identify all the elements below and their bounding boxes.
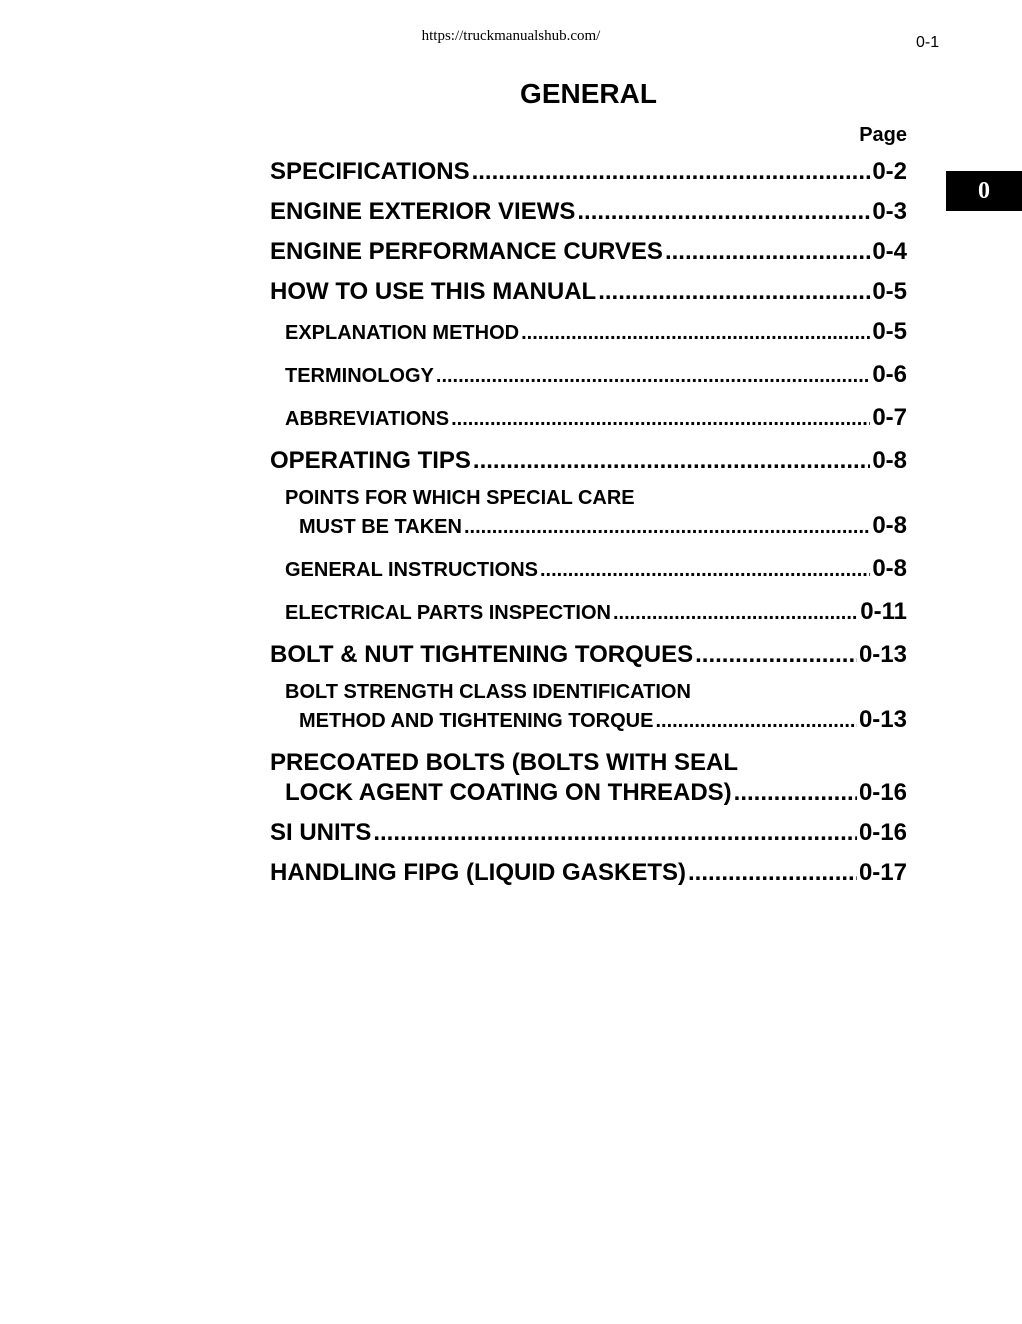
toc-entry-how-to-use-this-manual[interactable] <box>270 277 907 307</box>
toc-entry-bolt-nut-tightening-torques[interactable] <box>270 640 907 670</box>
toc-entry-page: 0-2 <box>872 158 907 185</box>
toc-entry-title: HOW TO USE THIS MANUAL <box>270 278 597 305</box>
toc-entry-page: 0-13 <box>858 706 907 733</box>
toc-entry-title: ENGINE EXTERIOR VIEWS <box>270 198 576 225</box>
dot-leader <box>540 558 870 583</box>
dot-leader <box>436 364 870 389</box>
toc-entry-engine-performance-curves[interactable] <box>270 237 907 267</box>
toc-entry-electrical-parts-inspection[interactable] <box>270 597 907 627</box>
toc-entry-title: ENGINE PERFORMANCE CURVES <box>270 238 663 265</box>
dot-leader <box>472 157 871 187</box>
table-of-contents <box>270 157 907 898</box>
toc-entry-bolt-strength-class[interactable] <box>270 680 907 735</box>
toc-entry-title: TERMINOLOGY <box>285 365 434 387</box>
dot-leader <box>734 778 857 808</box>
toc-entry-page: 0-8 <box>872 555 907 582</box>
toc-entry-page: 0-5 <box>872 278 907 305</box>
dot-leader <box>464 515 870 540</box>
dot-leader <box>598 277 870 307</box>
toc-entry-operating-tips[interactable] <box>270 446 907 476</box>
toc-entry-title: ABBREVIATIONS <box>285 408 450 430</box>
toc-entry-title: ELECTRICAL PARTS INSPECTION <box>285 602 611 624</box>
page-number: 0-1 <box>916 34 940 51</box>
toc-entry-engine-exterior-views[interactable] <box>270 197 907 227</box>
toc-entry-title-line1: POINTS FOR WHICH SPECIAL CARE <box>285 487 635 509</box>
toc-entry-title-line2: MUST BE TAKEN <box>299 516 462 538</box>
toc-entry-title-line1: BOLT STRENGTH CLASS IDENTIFICATION <box>285 681 691 703</box>
dot-leader <box>373 818 857 848</box>
toc-entry-page: 0-16 <box>858 819 907 846</box>
toc-entry-page: 0-7 <box>872 404 907 431</box>
dot-leader <box>695 640 857 670</box>
dot-leader <box>688 858 857 888</box>
toc-entry-page: 0-17 <box>858 859 907 886</box>
toc-entry-explanation-method[interactable] <box>270 317 907 347</box>
toc-entry-page: 0-8 <box>872 447 907 474</box>
toc-entry-title: BOLT & NUT TIGHTENING TORQUES <box>270 641 694 668</box>
toc-entry-page: 0-13 <box>858 641 907 668</box>
toc-entry-title-line1: PRECOATED BOLTS (BOLTS WITH SEAL <box>270 749 738 776</box>
toc-entry-specifications[interactable] <box>270 157 907 187</box>
toc-entry-title: OPERATING TIPS <box>270 447 471 474</box>
dot-leader <box>577 197 870 227</box>
page-title: GENERAL <box>520 78 657 109</box>
toc-entry-points-for-special-care[interactable] <box>270 486 907 541</box>
header-url: https://truckmanualshub.com/ <box>421 28 601 44</box>
dot-leader <box>613 601 858 626</box>
toc-entry-si-units[interactable] <box>270 818 907 848</box>
toc-entry-page: 0-11 <box>860 598 907 625</box>
toc-entry-title: SPECIFICATIONS <box>270 158 470 185</box>
dot-leader <box>655 709 857 734</box>
toc-entry-precoated-bolts[interactable] <box>270 748 907 808</box>
toc-entry-handling-fipg[interactable] <box>270 858 907 888</box>
dot-leader <box>451 407 870 432</box>
toc-entry-page: 0-5 <box>872 318 907 345</box>
toc-entry-title-line2: LOCK AGENT COATING ON THREADS) <box>285 779 732 806</box>
section-tab: 0 <box>946 171 1022 211</box>
toc-entry-page: 0-16 <box>858 779 907 806</box>
toc-entry-page: 0-4 <box>872 238 907 265</box>
toc-entry-title: EXPLANATION METHOD <box>285 322 520 344</box>
toc-entry-page: 0-8 <box>872 512 907 539</box>
toc-entry-abbreviations[interactable] <box>270 403 907 433</box>
toc-entry-title: HANDLING FIPG (LIQUID GASKETS) <box>270 859 686 886</box>
dot-leader <box>665 237 870 267</box>
toc-entry-terminology[interactable] <box>270 360 907 390</box>
toc-entry-page: 0-6 <box>872 361 907 388</box>
toc-entry-title-line2: METHOD AND TIGHTENING TORQUE <box>299 710 654 732</box>
page-column-label: Page <box>859 124 907 146</box>
dot-leader <box>521 321 870 346</box>
toc-entry-page: 0-3 <box>872 198 907 225</box>
toc-entry-title: SI UNITS <box>270 819 372 846</box>
toc-entry-general-instructions[interactable] <box>270 554 907 584</box>
toc-entry-title: GENERAL INSTRUCTIONS <box>285 559 538 581</box>
dot-leader <box>473 446 870 476</box>
